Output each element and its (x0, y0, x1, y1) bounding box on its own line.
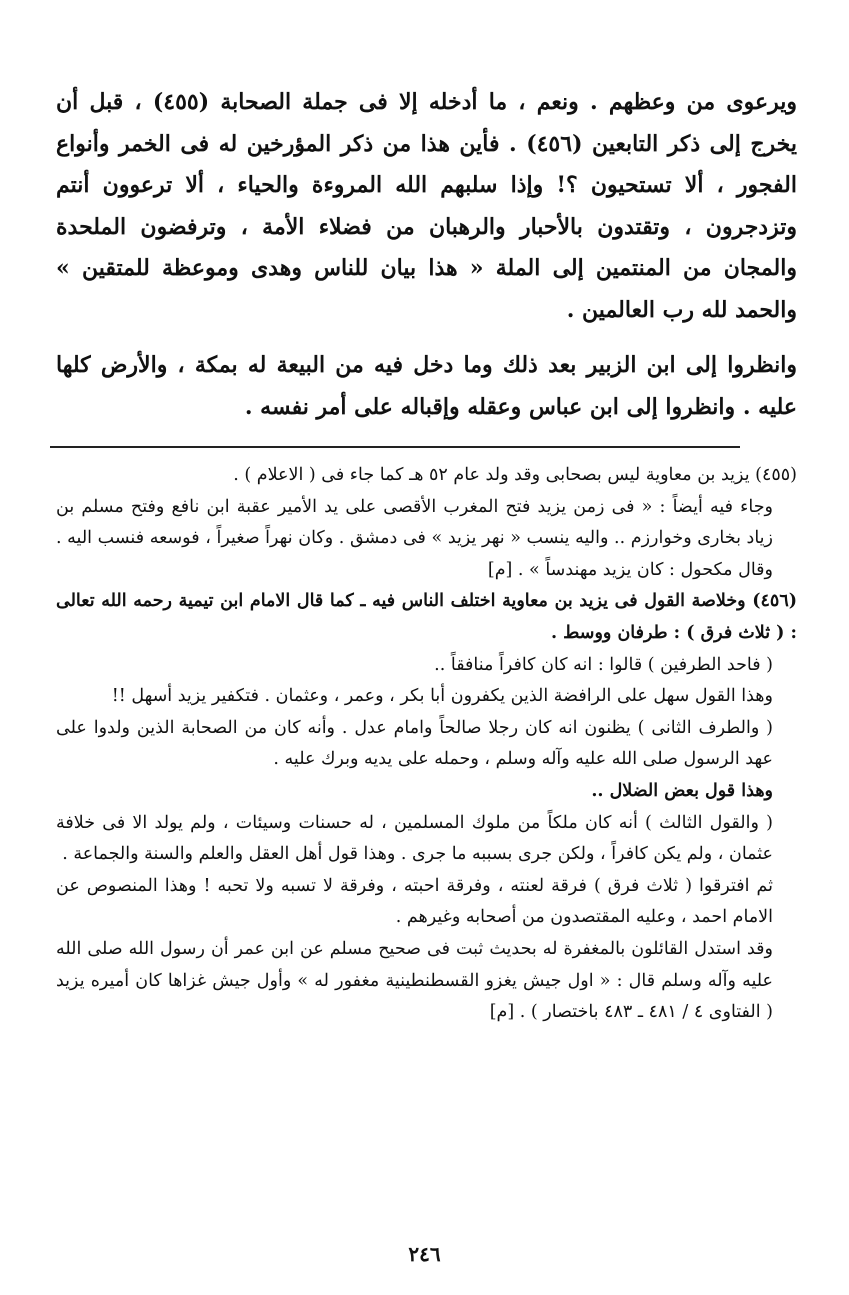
main-text (56, 82, 797, 428)
footnote-456-first-side-comment: وهذا القول سهل على الرافضة الذين يكفرون أبا بكر ، وعمر ، وعثمان . فتكفير يزيد أسهل !! (111, 686, 773, 707)
page-number: ٢٤٦ (408, 1242, 441, 1266)
footnote-456-hadith: وقد استدل القائلون بالمغفرة له بحديث ثبت فى صحيح مسلم عن ابن عمر أن رسول الله صلى الله عليه وآله وسلم قال : « اول جيش يغزو القسطنطينية مغفور له » وأول جيش غزاها كان أميره يزيد ( الفتاوى ٤ / ٤٨١ ـ ٤٨٣ باختصار ) . [م] (56, 938, 773, 1023)
footnote-456-second-side-comment: وهذا قول بعض الضلال .. (591, 780, 773, 801)
main-paragraph-1: ويرعوى من وعظهم . ونعم ، ما أدخله إلا فى جملة الصحابة (٤٥٥) ، قبل أن يخرج إلى ذكر التابعين (٤٥٦) . فأين هذا من ذكر المؤرخين له فى الخمر وأنواع الفجور ، ألا تستحيون ؟! وإذا سلبهم الله المروءة والحياء ، ألا ترعوون أنتم وتزدجرون ، وتقتدون بالأحبار والرهبان من فضلاء الأمة ، وترفضون الملحدة والمجان من المنتمين إلى الملة « هذا بيان للناس وهدى وموعظة للمتقين » والحمد لله رب العالمين . (56, 89, 797, 323)
footnote-455: (٤٥٥) يزيد بن معاوية ليس بصحابى وقد ولد عام ٥٢ هـ كما جاء فى ( الاعلام ) . (233, 465, 797, 485)
footnote-456-first-side: ( فاحد الطرفين ) قالوا : انه كان كافراً منافقاً .. (434, 654, 773, 675)
footnote-separator (50, 446, 740, 448)
main-paragraph-2: وانظروا إلى ابن الزبير بعد ذلك وما دخل فيه من البيعة له بمكة ، والأرض كلها عليه . وانظروا إلى ابن عباس وعقله وإقباله على أمر نفسه . (56, 352, 798, 420)
footnote-456-third-view: ( والقول الثالث ) أنه كان ملكاً من ملوك المسلمين ، له حسنات وسيئات ، ولم يولد الا فى خلافة عثمان ، ولم يكن كافراً ، ولكن جرى بسببه ما جرى . وهذا قول أهل العقل والعلم والسنة والجماعة . (56, 812, 773, 865)
footnote-456-second-side: ( والطرف الثانى ) يظنون انه كان رجلا صالحاً وامام عدل . وأنه كان من الصحابة الذين ولدوا على عهد الرسول صلى الله عليه وآله وسلم ، وحمله على يديه وبرك عليه . (56, 717, 773, 770)
footnotes (56, 460, 797, 1029)
footnote-456: (٤٥٦) وخلاصة القول فى يزيد بن معاوية اختلف الناس فيه ـ كما قال الامام ابن تيمية رحمه الله تعالى : ( ثلاث فرق ) : طرفان ووسط . (56, 591, 797, 643)
footnote-456-three-groups: ثم افترقوا ( ثلاث فرق ) فرقة لعنته ، وفرقة احبته ، وفرقة لا تسبه ولا تحبه ! وهذا المنصوص عن الامام احمد ، وعليه المقتصدون من أصحابه وغيرهم . (56, 875, 773, 928)
footnote-455-continuation: وجاء فيه أيضاً : « فى زمن يزيد فتح المغرب الأقصى على يد الأمير عقبة ابن نافع وفتح مسلم بن زياد بخارى وخوارزم .. واليه ينسب « نهر يزيد » فى دمشق . وكان نهراً صغيراً ، فوسعه فنسب اليه . وقال مكحول : كان يزيد مهندساً » . [م] (56, 496, 773, 580)
